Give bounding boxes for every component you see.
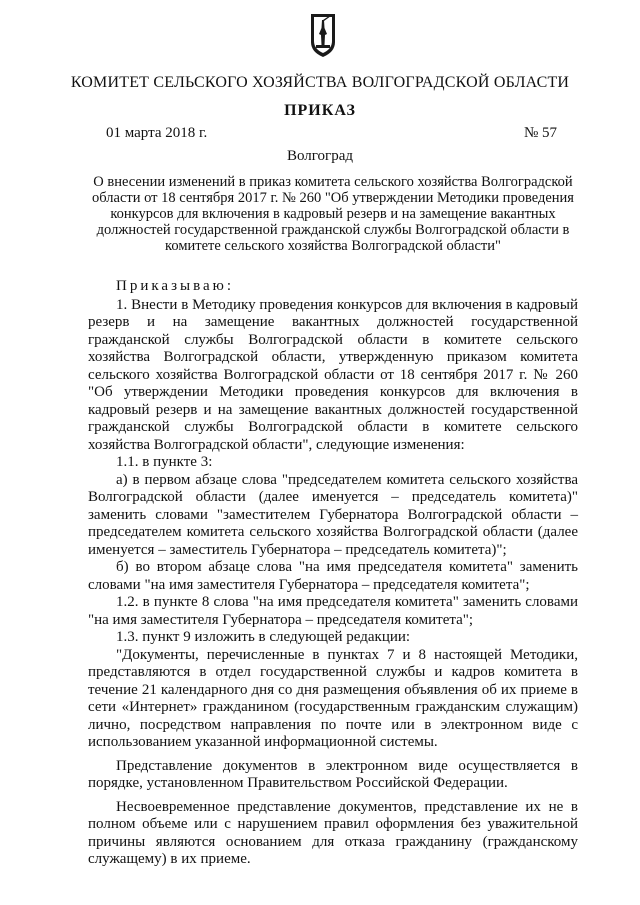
- paragraph: Несвоевременное представление документов, представление их не в полном объеме или с нарушением правил оформления без уважительной причины являются основанием для отказа гражданину (гражданскому служащему) в их приеме.: [88, 798, 578, 867]
- paragraph: 1.2. в пункте 8 слова "на имя председателя комитета" заменить словами "на имя заместителя Губернатора – председателя комитета";: [88, 594, 578, 628]
- volgograd-coat-of-arms-icon: [308, 12, 338, 58]
- paragraph: б) во втором абзаце слова "на имя председателя комитета" заменить словами "на имя заместителя Губернатора – председателя комитета";: [88, 559, 578, 593]
- document-date: 01 марта 2018 г.: [106, 125, 208, 141]
- document-city: Волгоград: [286, 148, 353, 164]
- document-body: [88, 278, 578, 869]
- paragraph: 1.3. пункт 9 изложить в следующей редакции:: [116, 629, 411, 645]
- document-number: № 57: [523, 125, 557, 141]
- document-subject: О внесении изменений в приказ комитета сельского хозяйства Волгоградской области от 18 сентября 2017 г. № 260 "Об утверждении Методики проведения конкурсов для включения в кадровый резерв и на замещение вакантных должностей государственной гражданской службы Волгоградской области в комитете сельского хозяйства Волгоградской области": [92, 174, 574, 254]
- paragraph: 1.1. в пункте 3:: [116, 454, 213, 470]
- order-word: Приказываю:: [116, 278, 234, 294]
- organization-name: КОМИТЕТ СЕЛЬСКОГО ХОЗЯЙСТВА ВОЛГОГРАДСКОЙ ОБЛАСТИ: [70, 74, 570, 91]
- paragraph: Представление документов в электронном виде осуществляется в порядке, установленном Правительством Российской Федерации.: [88, 757, 578, 791]
- paragraph: 1. Внести в Методику проведения конкурсов для включения в кадровый резерв и на замещение вакантных должностей государственной гражданской службы Волгоградской области в комитете сельского хозяйства Волгоградской области, утвержденную приказом комитета сельского хозяйства Волгоградской области от 18 сентября 2017 г. № 260 "Об утверждении Методики проведения конкурсов для включения в кадровый резерв и на замещение вакантных должностей государственной гражданской службы Волгоградской области в комитете сельского хозяйства Волгоградской области", следующие изменения:: [88, 296, 578, 453]
- paragraph: "Документы, перечисленные в пунктах 7 и 8 настоящей Методики, представляются в отдел государственной службы и кадров комитета в течение 21 календарного дня со дня размещения объявления об их приеме в сети «Интернет» гражданином (государственным гражданским служащим) лично, посредством направления по почте или в электронном виде с использованием указанной информационной системы.: [88, 646, 578, 750]
- document-type: ПРИКАЗ: [284, 102, 356, 119]
- paragraph: а) в первом абзаце слова "председателем комитета сельского хозяйства Волгоградской области (далее именуется – председатель комитета)" заменить словами "заместителем Губернатора Волгоградской области – председателем комитета сельского хозяйства Волгоградской области (далее именуется – заместитель Губернатора – председатель комитета)";: [88, 471, 578, 558]
